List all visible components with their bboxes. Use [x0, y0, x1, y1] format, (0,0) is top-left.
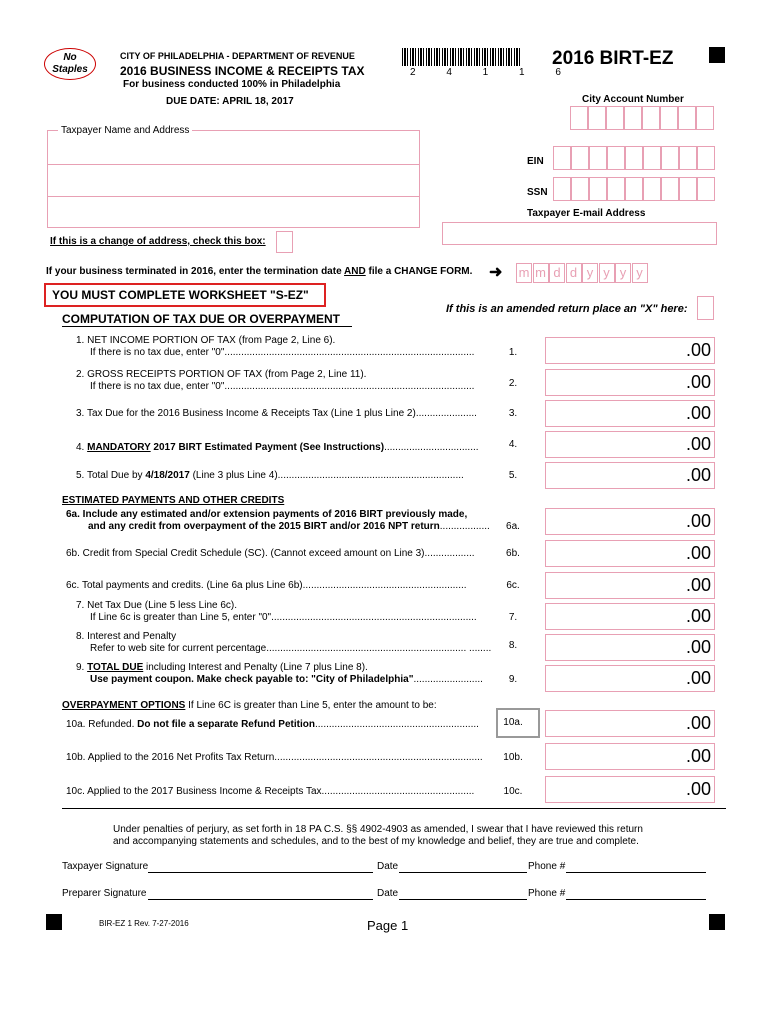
line-6b-number: 6b. — [506, 548, 520, 559]
taxpayer-name-label: Taxpayer Name and Address — [58, 125, 192, 136]
line-10b-cents: .00 — [686, 746, 712, 766]
line-10c-label: 10c. Applied to the 2017 Business Income & Receipts Tax....................................................... — [66, 786, 475, 797]
line-4-label: 4. MANDATORY 2017 BIRT Estimated Payment (See Instructions).................................. — [76, 442, 479, 453]
line-10b-number: 10b. — [503, 752, 523, 763]
due-date: DUE DATE: APRIL 18, 2017 — [166, 96, 294, 107]
preparer-date-field[interactable] — [399, 899, 527, 900]
registration-mark-top — [709, 47, 725, 63]
revision-label: BIR-EZ 1 Rev. 7-27-2016 — [99, 919, 189, 928]
estimated-payments-title: ESTIMATED PAYMENTS AND OTHER CREDITS — [62, 495, 285, 506]
line-6c-cents: .00 — [686, 575, 712, 595]
line-10a-cents: .00 — [686, 713, 712, 733]
change-address-label: If this is a change of address, check this box: — [50, 236, 266, 247]
line-5-label: 5. Total Due by 4/18/2017 (Line 3 plus Line 4)................................................................... — [76, 470, 464, 481]
date-cell[interactable]: y — [582, 263, 598, 283]
taxpayer-signature-field[interactable] — [148, 872, 373, 873]
line-3-cents: .00 — [686, 403, 712, 423]
line-1-sublabel: If there is no tax due, enter "0".......................................................................................... — [90, 347, 475, 358]
email-input[interactable] — [442, 222, 717, 245]
line-6b-cents: .00 — [686, 543, 712, 563]
date-cell[interactable]: m — [533, 263, 549, 283]
amended-label: If this is an amended return place an "X" here: — [446, 303, 688, 315]
date-cell[interactable]: y — [632, 263, 648, 283]
line-6a-cents: .00 — [686, 511, 712, 531]
amended-checkbox[interactable] — [697, 296, 714, 320]
declaration-line-1: Under penalties of perjury, as set forth in 18 PA C.S. §§ 4902-4903 as amended, I swear that I have reviewed this return — [113, 824, 643, 835]
line-9-label: 9. TOTAL DUE including Interest and Penalty (Line 7 plus Line 8). — [76, 662, 368, 673]
taxpayer-signature-label: Taxpayer Signature — [62, 861, 149, 872]
line-3-number: 3. — [508, 408, 518, 419]
date-cell[interactable]: y — [599, 263, 615, 283]
form-title: 2016 BIRT-EZ — [552, 48, 674, 69]
line-3-label: 3. Tax Due for the 2016 Business Income & Receipts Tax (Line 1 plus Line 2)...................... — [76, 408, 477, 419]
line-10c-number: 10c. — [503, 786, 523, 797]
preparer-signature-label: Preparer Signature — [62, 888, 147, 899]
registration-mark-bottom-left — [46, 914, 62, 930]
email-label: Taxpayer E-mail Address — [527, 208, 646, 219]
ssn-label: SSN — [527, 187, 548, 198]
date-cell[interactable]: m — [516, 263, 532, 283]
arrow-right-icon: ➜ — [489, 264, 503, 281]
no-staples-badge: No Staples — [44, 48, 96, 80]
line-10a-number: 10a. — [503, 717, 523, 728]
declaration-line-2: and accompanying statements and schedules, and to the best of my knowledge and belief, they are true and complete. — [113, 836, 639, 847]
date-cell[interactable]: y — [615, 263, 631, 283]
change-address-checkbox[interactable] — [276, 231, 293, 253]
taxpayer-phone-field[interactable] — [566, 872, 706, 873]
line-2-sublabel: If there is no tax due, enter "0".......................................................................................... — [90, 381, 475, 392]
taxpayer-date-label: Date — [377, 861, 399, 872]
line-1-number: 1. — [508, 347, 518, 358]
line-8-number: 8. — [508, 640, 518, 651]
section-divider — [62, 808, 726, 809]
barcode-digits: 2 4 1 1 6 — [410, 67, 575, 78]
line-8-label: 8. Interest and Penalty — [76, 631, 177, 642]
date-cell[interactable]: d — [566, 263, 582, 283]
taxpayer-phone-label: Phone # — [528, 861, 566, 872]
line-5-cents: .00 — [686, 465, 712, 485]
line-5-number: 5. — [508, 470, 518, 481]
line-1-label: 1. NET INCOME PORTION OF TAX (from Page 2, Line 6). — [76, 335, 336, 346]
line-7-label: 7. Net Tax Due (Line 5 less Line 6c). — [76, 600, 238, 611]
line-6a-sublabel: and any credit from overpayment of the 2015 BIRT and/or 2016 NPT return.................. — [88, 521, 490, 532]
line-7-sublabel: If Line 6c is greater than Line 5, enter "0".......................................................................... — [90, 612, 477, 623]
line-6a-number: 6a. — [506, 521, 520, 532]
tax-subtitle: For business conducted 100% in Philadelphia — [123, 79, 341, 90]
line-9-sublabel: Use payment coupon. Make check payable to: "City of Philadelphia"......................... — [90, 674, 483, 685]
line-6b-label: 6b. Credit from Special Credit Schedule (SC). (Cannot exceed amount on Line 3).................. — [66, 548, 475, 559]
page-number: Page 1 — [367, 918, 409, 933]
line-10a-label: 10a. Refunded. Do not file a separate Refund Petition........................................................... — [66, 719, 479, 730]
computation-title: COMPUTATION OF TAX DUE OR OVERPAYMENT — [62, 312, 341, 326]
city-account-label: City Account Number — [582, 94, 684, 105]
line-2-cents: .00 — [686, 372, 712, 392]
line-6c-label: 6c. Total payments and credits. (Line 6a plus Line 6b)........................................................... — [66, 580, 467, 591]
title-underline — [62, 326, 352, 327]
line-7-number: 7. — [508, 612, 518, 623]
department-name: CITY OF PHILADELPHIA - DEPARTMENT OF REVENUE — [120, 51, 355, 61]
registration-mark-bottom-right — [709, 914, 725, 930]
taxpayer-name-address-input[interactable] — [47, 130, 420, 228]
line-6a-label: 6a. Include any estimated and/or extension payments of 2016 BIRT previously made, — [66, 509, 468, 520]
line-6c-number: 6c. — [506, 580, 520, 591]
ein-label: EIN — [527, 156, 544, 167]
line-4-number: 4. — [508, 439, 518, 450]
line-8-sublabel: Refer to web site for current percentage........................................................................ ........ — [90, 643, 492, 654]
worksheet-notice: YOU MUST COMPLETE WORKSHEET "S-EZ" — [44, 283, 326, 307]
preparer-phone-field[interactable] — [566, 899, 706, 900]
line-2-label: 2. GROSS RECEIPTS PORTION OF TAX (from Page 2, Line 11). — [76, 369, 367, 380]
line-8-cents: .00 — [686, 637, 712, 657]
line-1-cents: .00 — [686, 340, 712, 360]
preparer-date-label: Date — [377, 888, 399, 899]
line-9-number: 9. — [508, 674, 518, 685]
termination-text: If your business terminated in 2016, enter the termination date AND file a CHANGE FORM. — [46, 266, 473, 277]
taxpayer-date-field[interactable] — [399, 872, 527, 873]
date-cell[interactable]: d — [549, 263, 565, 283]
tax-title: 2016 BUSINESS INCOME & RECEIPTS TAX — [120, 64, 365, 78]
overpayment-title: OVERPAYMENT OPTIONS If Line 6C is greater than Line 5, enter the amount to be: — [62, 700, 437, 711]
line-9-cents: .00 — [686, 668, 712, 688]
preparer-phone-label: Phone # — [528, 888, 566, 899]
preparer-signature-field[interactable] — [148, 899, 373, 900]
line-10b-label: 10b. Applied to the 2016 Net Profits Tax Return........................................................................... — [66, 752, 483, 763]
line-7-cents: .00 — [686, 606, 712, 626]
barcode — [402, 48, 522, 66]
line-2-number: 2. — [508, 378, 518, 389]
line-10c-cents: .00 — [686, 779, 712, 799]
line-4-cents: .00 — [686, 434, 712, 454]
